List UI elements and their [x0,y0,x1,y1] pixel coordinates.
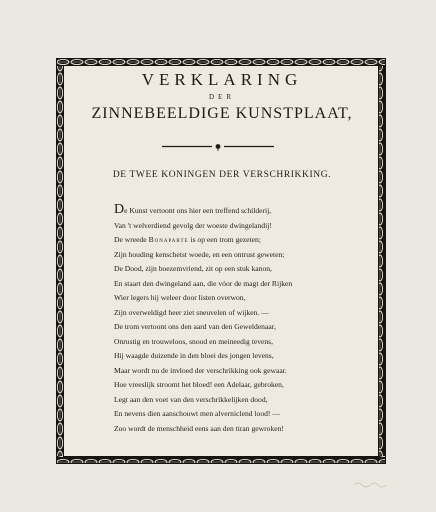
poem-line: En staart den dwingeland aan, die vóor de magt der Rijken [114,278,293,288]
poem-line: Hij waagde duizende in den bloei des jongen levens, [114,351,274,360]
poem-line: De trom vertoont ons den aard van den Geweldenaar, [114,322,276,331]
poem-body [114,204,364,436]
poem-line-text: is op een trom gezeten; [188,235,261,244]
poem-line: Onrustig en trouweloos, snood en meineedig tevens, [114,336,274,346]
title-line-2: DER [209,93,235,101]
poem-line-text: De wreede [114,235,149,244]
poem-heading: DE TWEE KONINGEN DER VERSCHRIKKING. [112,170,332,180]
pencil-mark-icon [352,480,392,488]
poem-line: De Dood, zijn boezemvriend, zit op een stuk kanon, [114,264,272,273]
divider-ornament-icon [162,143,274,151]
poem-line: Zijn overweldigd heer ziet sneuvelen of wijken. — [114,307,269,317]
poem-line: En nevens dien aanschouwt men alverniclend lood! — [114,409,280,418]
drop-cap: D [114,202,125,217]
poem-line: Zoo wordt de menschheid eens aan den tiran gewroken! [114,423,284,433]
title-line-1: VERKLARING [141,70,303,89]
title-block [72,70,372,123]
title-line-3: ZINNEBEELDIGE KUNSTPLAAT, [91,105,353,122]
poem-line: Wier legers hij weleer door listen overwon, [114,293,246,302]
poem-line: Legt aan den voet van den verschrikkelijken dood, [114,394,268,404]
poem-line-text: e Kunst vertoont ons hier een treffend schilderij, [124,206,272,215]
poem-line: Van 't welverdiend gevolg der woeste dwingelandij! [114,220,272,230]
poem-line: Hoe vreeslijk stroomt het bloed! een Adelaar, gebroken, [114,380,284,389]
name-bonaparte: Bonaparte [148,235,189,244]
poem-line [114,204,364,219]
poem-line: Maar wordt nu de invloed der verschrikking ook gewaar. [114,365,287,375]
poem-line [114,233,364,248]
poem-line: Zijn houding kenschetst woede, en een ontrust geweten; [114,249,285,259]
